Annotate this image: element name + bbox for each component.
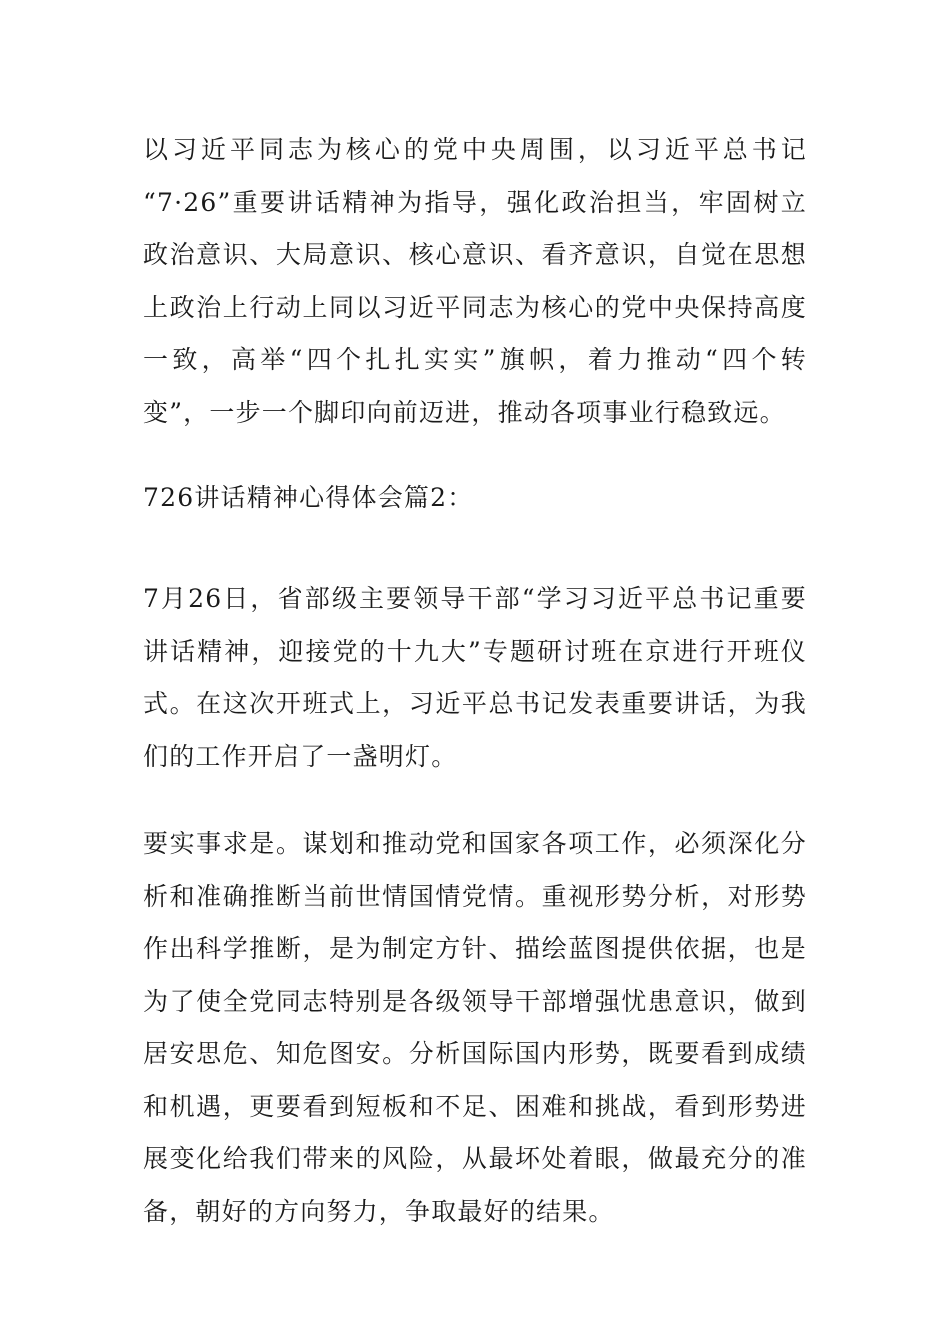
paragraph-line: 作出科学推断，是为制定方针、描绘蓝图提供依据，也是 (143, 934, 807, 963)
section-heading-block (143, 472, 807, 525)
section-heading: 726讲话精神心得体会篇2： (143, 483, 474, 512)
paragraph-line: 以习近平同志为核心的党中央周围，以习近平总书记 (143, 135, 807, 164)
paragraph-line: 居安思危、知危图安。分析国际国内形势，既要看到成绩 (143, 1039, 807, 1068)
paragraph-line: “7·26”重要讲话精神为指导，强化政治担当，牢固树立 (143, 187, 807, 217)
paragraph-line: 备，朝好的方向努力，争取最好的结果。 (143, 1196, 615, 1226)
paragraph-line: 7月26日，省部级主要领导干部“学习习近平总书记重要 (143, 584, 807, 613)
paragraph-line: 们的工作开启了一盏明灯。 (143, 741, 458, 771)
paragraph-1 (143, 124, 807, 439)
paragraph-line: 上政治上行动上同以习近平同志为核心的党中央保持高度 (143, 292, 807, 322)
paragraph-line: 析和准确推断当前世情国情党情。重视形势分析，对形势 (143, 881, 807, 911)
paragraph-line: 式。在这次开班式上，习近平总书记发表重要讲话，为我 (143, 689, 807, 718)
paragraph-3 (143, 818, 807, 1238)
paragraph-line: 要实事求是。谋划和推动党和国家各项工作，必须深化分 (143, 829, 807, 858)
paragraph-line: 展变化给我们带来的风险，从最坏处着眼，做最充分的准 (143, 1144, 807, 1173)
paragraph-2 (143, 573, 807, 783)
paragraph-line: 政治意识、大局意识、核心意识、看齐意识，自觉在思想 (143, 240, 807, 269)
paragraph-line: 一致，高举“四个扎扎实实”旗帜，着力推动“四个转 (143, 345, 807, 374)
paragraph-line: 变”，一步一个脚印向前迈进，推动各项事业行稳致远。 (143, 397, 786, 427)
paragraph-line: 和机遇，更要看到短板和不足、困难和挑战，看到形势进 (143, 1091, 807, 1121)
paragraph-line: 讲话精神，迎接党的十九大”专题研讨班在京进行开班仪 (143, 636, 807, 666)
paragraph-line: 为了使全党同志特别是各级领导干部增强忧患意识，做到 (143, 986, 807, 1016)
